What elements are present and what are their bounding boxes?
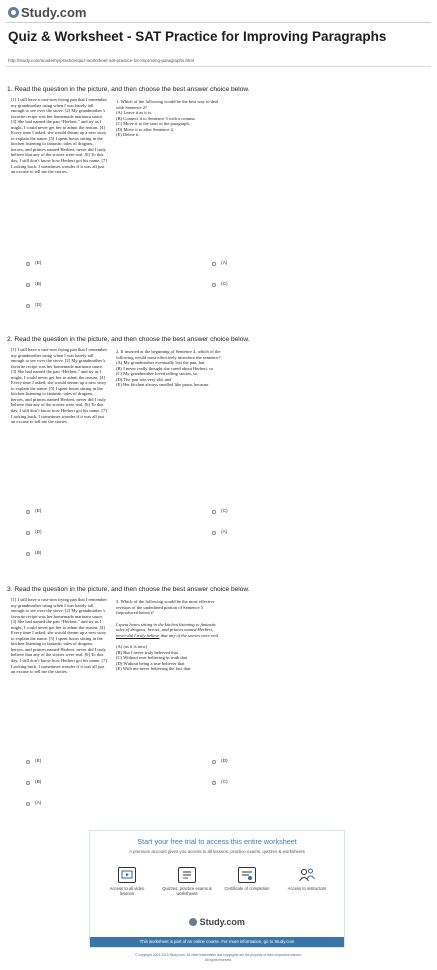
feature-certificate: Certificate of completion (222, 867, 272, 891)
answer-choice[interactable]: (D) (212, 759, 228, 764)
copyright: © copyright 2003-2015 Study.com. All other trademarks and copyrights are the property of their respective owners. (135, 953, 302, 957)
radio-icon[interactable] (26, 552, 30, 556)
divider (6, 22, 431, 23)
option: (D) Without being a true believer that (116, 660, 185, 666)
radio-icon[interactable] (26, 262, 30, 266)
radio-icon[interactable] (212, 510, 216, 514)
answer-choice[interactable]: (A) (212, 261, 227, 266)
question-heading: 2. Read the question in the picture, and then choose the best answer choice below. (7, 336, 250, 343)
option: (E) Delete it. (116, 132, 140, 138)
option: (C) Without ever believing in truth that (116, 655, 188, 661)
promo-logo: Study.com (90, 917, 344, 927)
instructors-icon (298, 867, 316, 883)
answer-choice[interactable]: (A) (212, 530, 227, 535)
radio-icon[interactable] (26, 510, 30, 514)
radio-icon[interactable] (26, 781, 30, 785)
option: (A) Leave it as it is. (116, 110, 153, 116)
radio-icon[interactable] (212, 781, 216, 785)
passage: [1] I still have a cast-iron frying pan that I remember my grandmother using when I was barely tall enough to see over the stove. [2] My grandmother’s favorite recipe was her homemade marinara sauce. [3] She had named the pan “Herbert,” and try as I might, I could never get her to admit the reason. [4] Every time I asked, she would dream up a new story to explain the name. [5] I spent hours sitting in the kitchen listening to fantastic tales of dragons, heroes, and princes named Herbert, never did I truly believe that any of the stories were real. [6] To this day, I still don’t know how Herbert got his name. [7] Looking back, I sometimes wonder if it was all just an excuse to tell me the stories. (11, 597, 107, 675)
option: (A) My grandmother eventually lost the pan, but (116, 360, 205, 366)
promo-subtext: A premium account gives you access to all lessons, practice exams, quizzes & worksheets (129, 849, 305, 854)
radio-icon[interactable] (212, 760, 216, 764)
option: (A) (as it is now) (116, 644, 148, 650)
answer-choice[interactable]: (C) (212, 780, 228, 785)
radio-icon[interactable] (26, 760, 30, 764)
question-heading: 1. Read the question in the picture, and then choose the best answer choice below. (7, 86, 250, 93)
option: (D) The pan was very old, and (116, 376, 172, 382)
radio-icon[interactable] (26, 304, 30, 308)
copyright-rights: All rights reserved. (204, 958, 233, 962)
radio-icon[interactable] (26, 802, 30, 806)
answer-choice[interactable]: (C) (212, 509, 228, 514)
divider (6, 66, 431, 67)
radio-icon[interactable] (212, 283, 216, 287)
feature-quizzes: Quizzes, practice exams & worksheets (162, 867, 212, 896)
promo-headline: Start your free trial to access this entire worksheet (137, 837, 297, 846)
brand-name: Study.com (21, 5, 87, 20)
passage: [1] I still have a cast-iron frying pan that I remember my grandmother using when I was barely tall enough to see over the stove. [2] My grandmother’s favorite recipe was her homemade marinara sauce. [3] She had named the pan “Herbert,” and try as I might, I could never get her to admit the reason. [4] Every time I asked, she would dream up a new story to explain the name. [5] I spent hours sitting in the kitchen listening to fantastic tales of dragons, heroes, and princes named Herbert, never did I truly believe that any of the stories were real. [6] To this day, I still don’t know how Herbert got his name. [7] Looking back, I sometimes wonder if it was all just an excuse to tell me the stories. (11, 347, 107, 425)
passage: [1] I still have a cast-iron frying pan that I remember my grandmother using when I was barely tall enough to see over the stove. [2] My grandmother’s favorite recipe was her homemade marinara sauce. [3] She had named the pan “Herbert,” and try as I might, I could never get her to admit the reason. [4] Every time I asked, she would dream up a new story to explain the name. [5] I spent hours sitting in the kitchen listening to fantastic tales of dragons, heroes, and princes named Herbert, never did I truly believe that any of the stories were real. [6] To this day, I still don’t know how Herbert got his name. [7] Looking back, I sometimes wonder if it was all just an excuse to tell me the stories. (11, 97, 107, 175)
answer-choice[interactable]: (B) (26, 780, 41, 785)
question-heading: 3. Read the question in the picture, and then choose the best answer choice below. (7, 586, 250, 593)
option: (B) Connect it to Sentence 3 with a comma. (116, 115, 196, 121)
answer-choice[interactable]: (E) (26, 759, 41, 764)
answer-choice[interactable]: (C) (212, 282, 228, 287)
answer-choice[interactable]: (B) (26, 282, 41, 287)
question-prompt: 2. If inserted at the beginning of Sentence 4, which of the following would most effectively introduce the sentence? (116, 349, 221, 360)
video-lesson-icon (118, 867, 136, 883)
answer-choice[interactable]: (E) (26, 509, 41, 514)
promo-bar[interactable]: This worksheet is part of an online course. For more information, go to Study.com (90, 937, 344, 947)
answer-choice[interactable]: (B) (26, 551, 41, 556)
question-prompt: 1. Which of the following would be the best way to deal with Sentence 2? (116, 99, 219, 110)
logo-icon (8, 7, 19, 18)
radio-icon[interactable] (212, 531, 216, 535)
question-box (116, 599, 224, 672)
option: (E) With me never believing the fact that (116, 666, 191, 672)
option: (D) Move it to after Sentence 4. (116, 126, 174, 132)
answer-choice[interactable]: (A) (26, 801, 41, 806)
study-logo (8, 5, 87, 20)
question-prompt: 3. Which of the following would be the most effective revision of the underlined portion of Sentence 5 (reproduced below)? (116, 599, 215, 616)
page-title: Quiz & Worksheet - SAT Practice for Improving Paragraphs (8, 29, 387, 44)
feature-instructors: Access to instructors (282, 867, 332, 891)
trial-promo (89, 830, 345, 948)
feature-video-lessons: Access to all video lessons (102, 867, 152, 896)
radio-icon[interactable] (212, 262, 216, 266)
question-box (116, 99, 224, 138)
logo-icon (189, 918, 197, 926)
page-url: http://study.com/academy/practice/quiz-worksheet-sat-practice-for-improving-paragraphs.html (8, 58, 194, 63)
certificate-icon (238, 867, 256, 883)
option: (C) My grandmother loved telling stories, so (116, 371, 198, 377)
radio-icon[interactable] (26, 531, 30, 535)
radio-icon[interactable] (26, 283, 30, 287)
option: (C) Move it to the start of the paragraph. (116, 121, 190, 127)
option: (B) But I never truly believed that (116, 649, 178, 655)
answer-choice[interactable]: (E) (26, 261, 41, 266)
option: (B) I never really thought she cared about Herbert, so (116, 365, 214, 371)
answer-choice[interactable]: (D) (26, 303, 42, 308)
question-box (116, 349, 224, 388)
answer-choice[interactable]: (D) (26, 530, 42, 535)
quoted-sentence: I spent hours sitting in the kitchen listening to fantastic tales of dragons, heroes, and princes named Herbert, never did I truly believe that any of the stories were real. (116, 621, 220, 638)
option: (E) Her kitchen always smelled like pasta, because (116, 382, 209, 388)
quiz-icon (178, 867, 196, 883)
